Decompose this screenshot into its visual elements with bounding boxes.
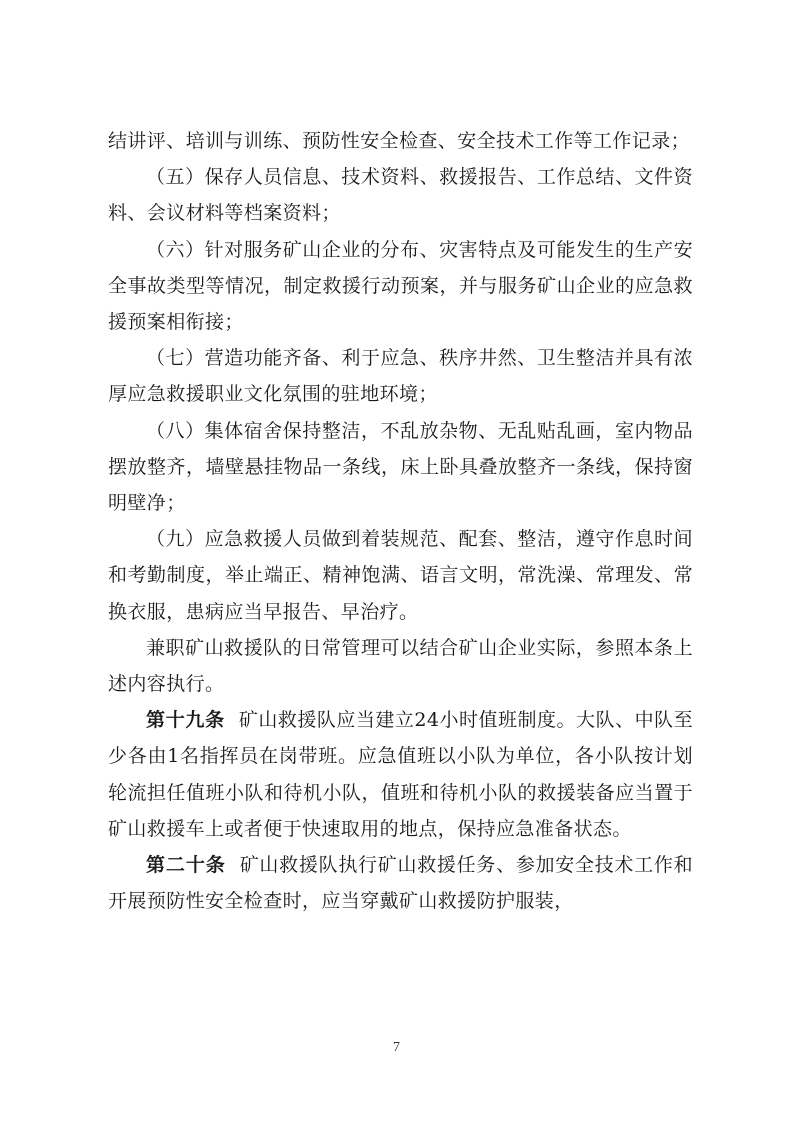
article-20	[108, 847, 693, 919]
paragraph-continuation: 结讲评、培训与训练、预防性安全检查、安全技术工作等工作记录；	[108, 130, 691, 152]
document-body	[108, 123, 693, 919]
article-19	[108, 702, 693, 847]
paragraph-item-9: （九）应急救援人员做到着装规范、配套、整洁，遵守作息时间和考勤制度，举止端正、精神饱满、语言文明，常洗澡、常理发、常换衣服，患病应当早报告、早治疗。	[108, 528, 693, 623]
paragraph-item-6: （六）针对服务矿山企业的分布、灾害特点及可能发生的生产安全事故类型等情况，制定救援行动预案，并与服务矿山企业的应急救援预案相衔接；	[108, 238, 693, 334]
article-text: 矿山救援队执行矿山救援任务、参加安全技术工作和开展预防性安全检查时，应当穿戴矿山救援防护服装，	[108, 854, 694, 913]
paragraph-part-time-team: 兼职矿山救援队的日常管理可以结合矿山企业实际，参照本条上述内容执行。	[108, 636, 693, 696]
page-number: 7	[393, 1040, 400, 1055]
article-text: 矿山救援队应当建立24小时值班制度。大队、中队至少各由1名指挥员在岗带班。应急值班以小队为单位，各小队按计划轮流担任值班小队和待机小队，值班和待机小队的救援装备应当置于矿山救援车上或者便于快速取用的地点，保持应急准备状态。	[108, 709, 694, 840]
paragraph-item-8: （八）集体宿舍保持整洁，不乱放杂物、无乱贴乱画，室内物品摆放整齐，墙壁悬挂物品一条线，床上卧具叠放整齐一条线，保持窗明壁净；	[108, 419, 693, 515]
article-heading: 第二十条	[146, 854, 226, 877]
paragraph-item-7: （七）营造功能齐备、利于应急、秩序井然、卫生整洁并具有浓厚应急救援职业文化氛围的驻地环境；	[108, 347, 693, 406]
article-heading: 第十九条	[146, 709, 225, 732]
paragraph-item-5: （五）保存人员信息、技术资料、救援报告、工作总结、文件资料、会议材料等档案资料；	[108, 166, 693, 225]
